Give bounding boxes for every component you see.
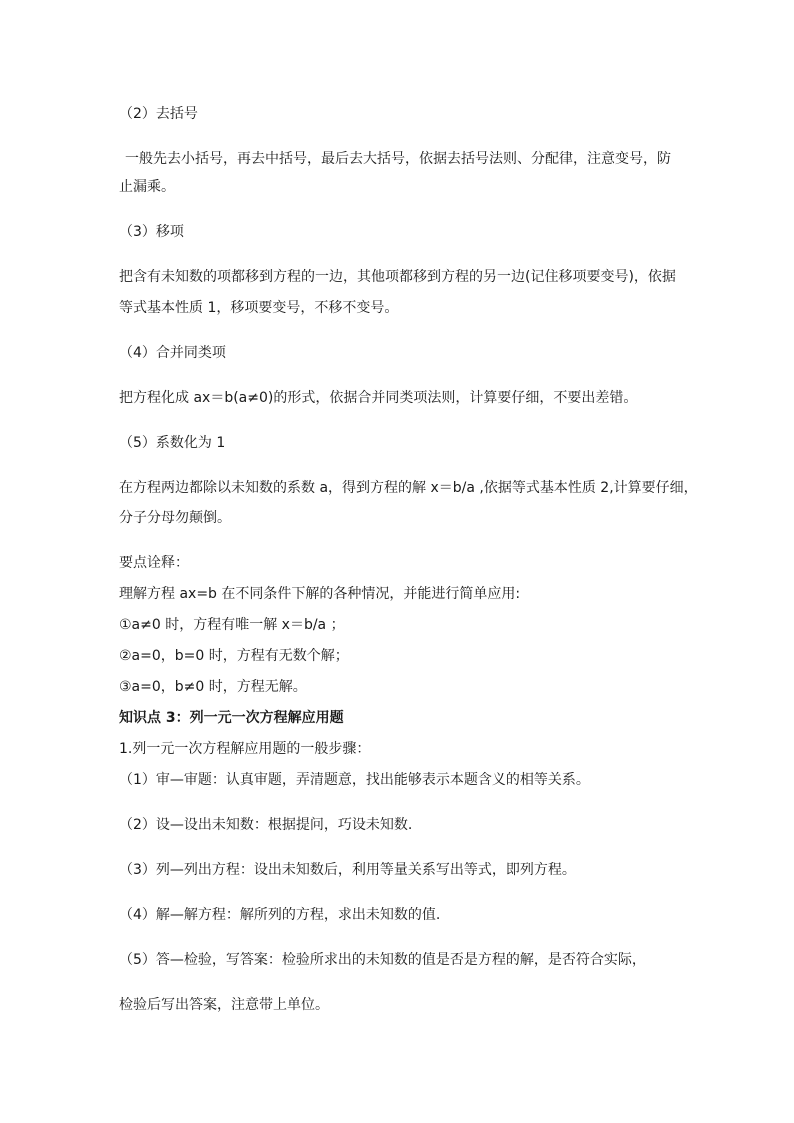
key-point-case-3: ③a=0，b≠0 时，方程无解。 <box>119 679 307 695</box>
step-3-text-line-2: 等式基本性质 1，移项要变号，不移不变号。 <box>119 300 399 316</box>
key-points-heading: 要点诠释： <box>119 555 189 571</box>
apply-step-3: （3）列—列出方程：设出未知数后，利用等量关系写出等式，即列方程。 <box>119 862 576 878</box>
knowledge-point-3-heading: 知识点 3：列一元一次方程解应用题 <box>119 710 344 726</box>
step-5-text-line-2: 分子分母勿颠倒。 <box>119 510 231 526</box>
step-5-text-line-1: 在方程两边都除以未知数的系数 a，得到方程的解 x＝b/a ,依据等式基本性质 2,计算要仔细， <box>119 480 698 496</box>
step-5-heading: （5）系数化为 1 <box>119 435 226 451</box>
step-4-heading: （4）合并同类项 <box>119 345 226 361</box>
key-point-case-1: ①a≠0 时，方程有唯一解 x＝b/a ； <box>119 617 345 633</box>
step-2-heading: （2）去括号 <box>119 106 198 122</box>
apply-step-2: （2）设—设出未知数：根据提问，巧设未知数. <box>119 817 413 833</box>
apply-step-5-line-2: 检验后写出答案，注意带上单位。 <box>119 997 329 1013</box>
general-steps-title: 1.列一元一次方程解应用题的一般步骤： <box>119 741 371 757</box>
step-2-text-line-2: 止漏乘。 <box>119 179 175 195</box>
step-4-text: 把方程化成 ax＝b(a≠0)的形式，依据合并同类项法则，计算要仔细，不要出差错。 <box>119 390 638 406</box>
key-point-case-2: ②a=0，b=0 时，方程有无数个解； <box>119 648 349 664</box>
step-3-text-line-1: 把含有未知数的项都移到方程的一边，其他项都移到方程的另一边(记住移项要变号)，依据 <box>119 269 676 285</box>
apply-step-5-line-1: （5）答—检验，写答案：检验所求出的未知数的值是否是方程的解，是否符合实际， <box>119 952 646 968</box>
apply-step-1: （1）审—审题：认真审题，弄清题意，找出能够表示本题含义的相等关系。 <box>119 772 590 788</box>
step-2-text-line-1: 一般先去小括号，再去中括号，最后去大括号，依据去括号法则、分配律，注意变号，防 <box>125 151 671 167</box>
apply-step-4: （4）解—解方程：解所列的方程，求出未知数的值. <box>119 907 441 923</box>
step-3-heading: （3）移项 <box>119 224 184 240</box>
key-points-intro: 理解方程 ax=b 在不同条件下解的各种情况，并能进行简单应用: <box>119 586 521 602</box>
